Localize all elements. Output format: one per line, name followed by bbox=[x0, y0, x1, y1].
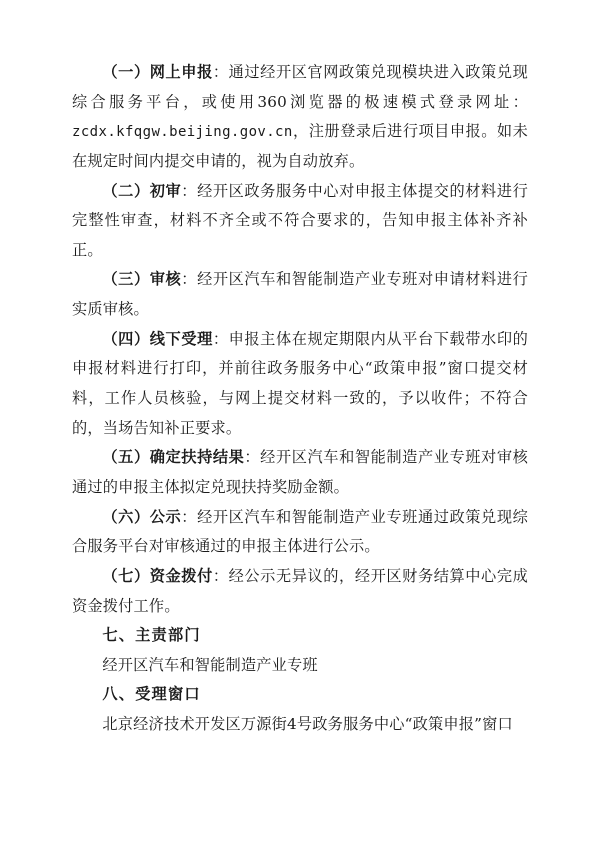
paragraph-fund-allocation bbox=[72, 562, 528, 621]
paragraph-text: ：经开区汽车和智能制造产业专班对申请材料进行实质审核。 bbox=[72, 270, 528, 319]
paragraph-text: ：经开区政务服务中心对申报主体提交的材料进行完整性审查，材料不齐全或不符合要求的，告知申报主体补齐补正。 bbox=[72, 181, 528, 259]
paragraph-text: ：经开区汽车和智能制造产业专班对审核通过的申报主体拟定兑现扶持奖励金额。 bbox=[72, 448, 529, 496]
paragraph-lead-label: 网上申报 bbox=[149, 63, 213, 81]
paragraph-preliminary-review bbox=[72, 177, 528, 266]
section-heading-acceptance-window: 八、受理窗口 bbox=[102, 685, 201, 704]
document-body bbox=[72, 58, 528, 740]
paragraph-lead-label: 公示 bbox=[149, 507, 182, 526]
paragraph-lead-label: 线下受理 bbox=[149, 329, 213, 348]
paragraph-online-application bbox=[72, 58, 528, 177]
paragraph-text: ：经公示无异议的，经开区财务结算中心完成资金拨付工作。 bbox=[72, 566, 528, 615]
paragraph-marker: （七） bbox=[102, 566, 150, 585]
paragraph-review bbox=[72, 265, 528, 324]
paragraph-marker: （二） bbox=[102, 181, 150, 200]
paragraph-determine-support bbox=[72, 443, 528, 502]
paragraph-text: ：申报主体在规定期限内从平台下载带水印的申报材料进行打印，并前往政务服务中心“政策申报”窗口提交材料，工作人员核验，与网上提交材料一致的，予以收件；不符合的，当场告知补正要求。 bbox=[72, 329, 528, 437]
paragraph-marker: （四） bbox=[102, 329, 150, 348]
paragraph-publicity bbox=[72, 503, 528, 562]
section-heading-responsible-department: 七、主责部门 bbox=[102, 626, 201, 645]
paragraph-text-after-link: ，注册登录后进行项目申报。如未在规定时间内提交申请的，视为自动放弃。 bbox=[72, 122, 528, 170]
section-content-acceptance-window: 北京经济技术开发区万源街4号政务服务中心“政策申报”窗口 bbox=[102, 715, 513, 734]
paragraph-text: ：经开区汽车和智能制造产业专班通过政策兑现综合服务平台对审核通过的申报主体进行公示。 bbox=[72, 507, 528, 556]
paragraph-text-before-link: ：通过经开区官网政策兑现模块进入政策兑现综合服务平台，或使用360浏览器的极速模式登录网址： bbox=[72, 63, 528, 111]
paragraph-marker: （三） bbox=[102, 270, 150, 289]
paragraph-marker: （五） bbox=[102, 448, 150, 467]
paragraph-marker: （一） bbox=[102, 63, 150, 81]
paragraph-offline-acceptance bbox=[72, 325, 528, 444]
paragraph-lead-label: 资金拨付 bbox=[149, 566, 213, 585]
paragraph-marker: （六） bbox=[102, 507, 150, 526]
paragraph-lead-label: 确定扶持结果 bbox=[149, 448, 245, 467]
paragraph-lead-label: 初审 bbox=[149, 181, 182, 200]
paragraph-lead-label: 审核 bbox=[149, 270, 182, 289]
application-portal-url: zcdx.kfqgw.beijing.gov.cn bbox=[72, 124, 293, 141]
section-content-responsible-department: 经开区汽车和智能制造产业专班 bbox=[102, 655, 318, 674]
